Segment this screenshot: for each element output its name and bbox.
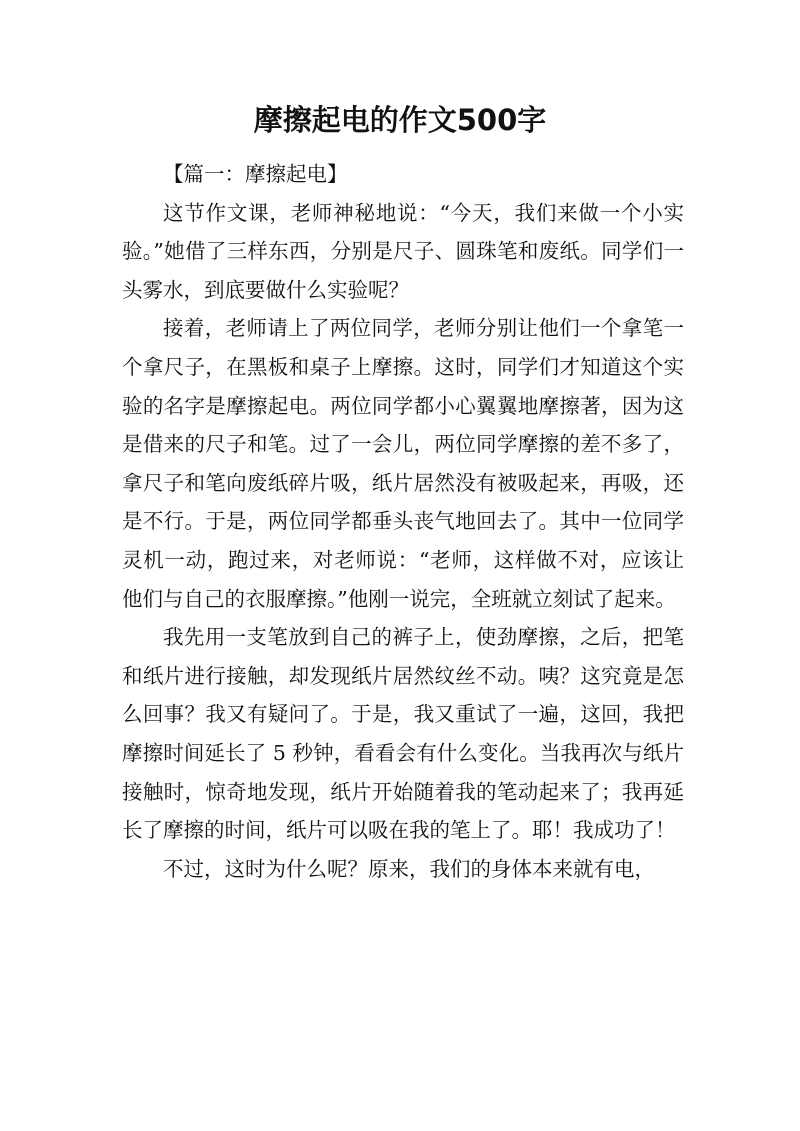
paragraph-2: 接着，老师请上了两位同学，老师分别让他们一个拿笔一个拿尺子，在黑板和桌子上摩擦。这时，同学们才知道这个实验的名字是摩擦起电。两位同学都小心翼翼地摩擦著，因为这是借来的尺子和笔。过了一会儿，两位同学摩擦的差不多了，拿尺子和笔向废纸碎片吸，纸片居然没有被吸起来，再吸，还是不行。于是，两位同学都垂头丧气地回去了。其中一位同学灵机一动，跑过来，对老师说：“老师，这样做不对，应该让他们与自己的衣服摩擦。”他刚一说完，全班就立刻试了起来。: [122, 316, 684, 611]
section-heading: 【篇一：摩擦起电】: [163, 162, 348, 186]
document-body: [122, 155, 684, 888]
paragraph-3: 我先用一支笔放到自己的裤子上，使劲摩擦，之后，把笔和纸片进行接触，却发现纸片居然纹丝不动。咦？这究竟是怎么回事？我又有疑问了。于是，我又重试了一遍，这回，我把摩擦时间延长了 5 秒钟，看看会有什么变化。当我再次与纸片接触时，惊奇地发现，纸片开始随着我的笔动起来了；我再延长了摩擦的时间，纸片可以吸在我的笔上了。耶！我成功了！: [122, 625, 684, 843]
paragraph-4: 不过，这时为什么呢？原来，我们的身体本来就有电，: [163, 856, 655, 881]
paragraph-1: 这节作文课，老师神秘地说：“今天，我们来做一个小实验。”她借了三样东西，分别是尺子、圆珠笔和废纸。同学们一头雾水，到底要做什么实验呢？: [122, 200, 684, 302]
document-title: 摩擦起电的作文500字: [253, 103, 547, 137]
